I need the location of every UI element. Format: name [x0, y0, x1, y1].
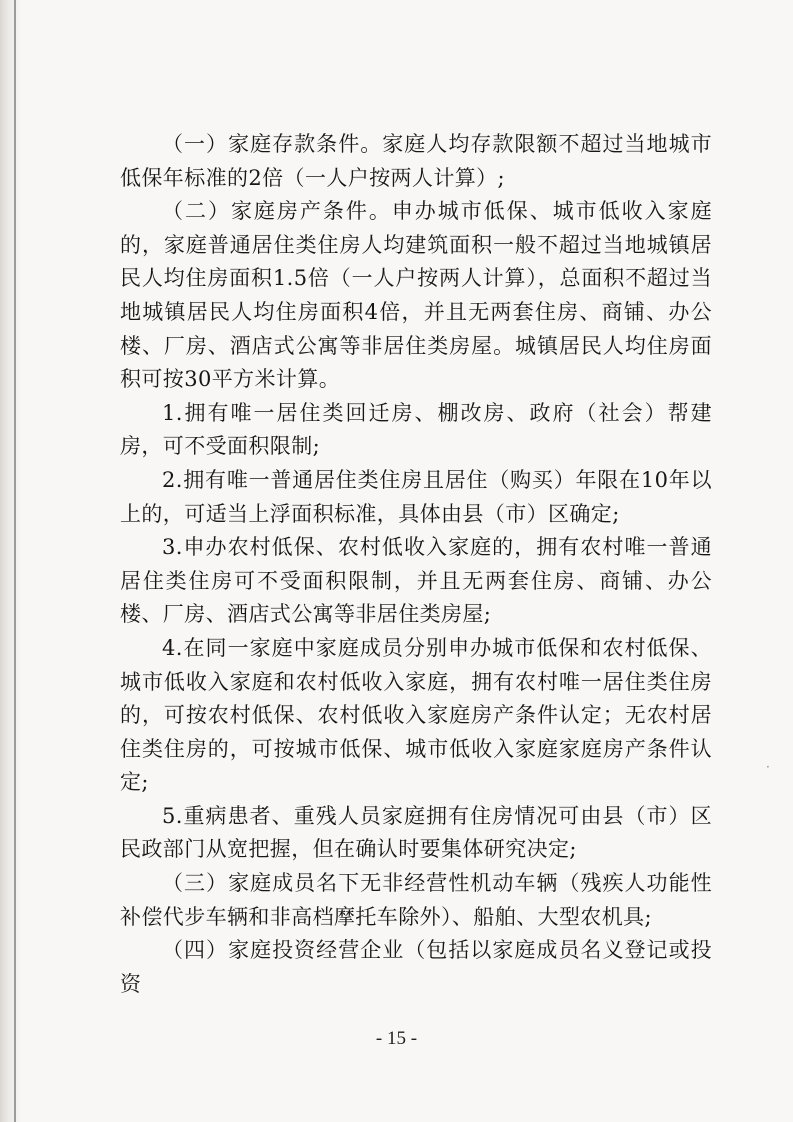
scan-speck-mark: · [766, 760, 770, 774]
paragraph-item-5: 5.重病患者、重残人员家庭拥有住房情况可由县（市）区民政部门从宽把握，但在确认时要集体研究决定; [120, 803, 712, 862]
paragraph-housing-condition: （二）家庭房产条件。申办城市低保、城市低收入家庭的，家庭普通居住类住房人均建筑面积一般不超过当地城镇居民人均住房面积1.5倍（一人户按两人计算），总面积不超过当地城镇居民人均住房面积4倍，并且无两套住房、商铺、办公楼、厂房、酒店式公寓等非居住类房屋。城镇居民人均住房面积可按30平方米计算。 [120, 199, 712, 392]
paragraph-investment-condition: （四）家庭投资经营企业（包括以家庭成员名义登记或投资 [120, 938, 712, 996]
paragraph-item-3: 3.申办农村低保、农村低收入家庭的，拥有农村唯一普通居住类住房可不受面积限制，并且无两套住房、商铺、办公楼、厂房、酒店式公寓等非居住类房屋; [120, 535, 712, 627]
paragraph-item-2: 2.拥有唯一普通居住类住房且居住（购买）年限在10年以上的，可适当上浮面积标准，具体由县（市）区确定; [120, 467, 712, 526]
paragraph-item-4: 4.在同一家庭中家庭成员分别申办城市低保和农村低保、城市低收入家庭和农村低收入家庭，拥有农村唯一居住类住房的，可按农村低保、农村低收入家庭房产条件认定；无农村居住类住房的，可按城市低保、城市低收入家庭家庭房产条件认定; [120, 635, 712, 795]
paragraph-item-1: 1.拥有唯一居住类回迁房、棚改房、政府（社会）帮建房，可不受面积限制; [120, 400, 712, 459]
paragraph-vehicle-condition: （三）家庭成员名下无非经营性机动车辆（残疾人功能性补偿代步车辆和非高档摩托车除外）、船舶、大型农机具; [120, 871, 712, 929]
document-body [120, 128, 712, 1001]
paragraph-deposit-condition: （一）家庭存款条件。家庭人均存款限额不超过当地城市低保年标准的2倍（一人户按两人计算）; [120, 132, 712, 190]
scan-left-edge [0, 0, 22, 1122]
page-number: - 15 - [375, 1028, 418, 1049]
scan-binding-line [14, 0, 16, 1122]
